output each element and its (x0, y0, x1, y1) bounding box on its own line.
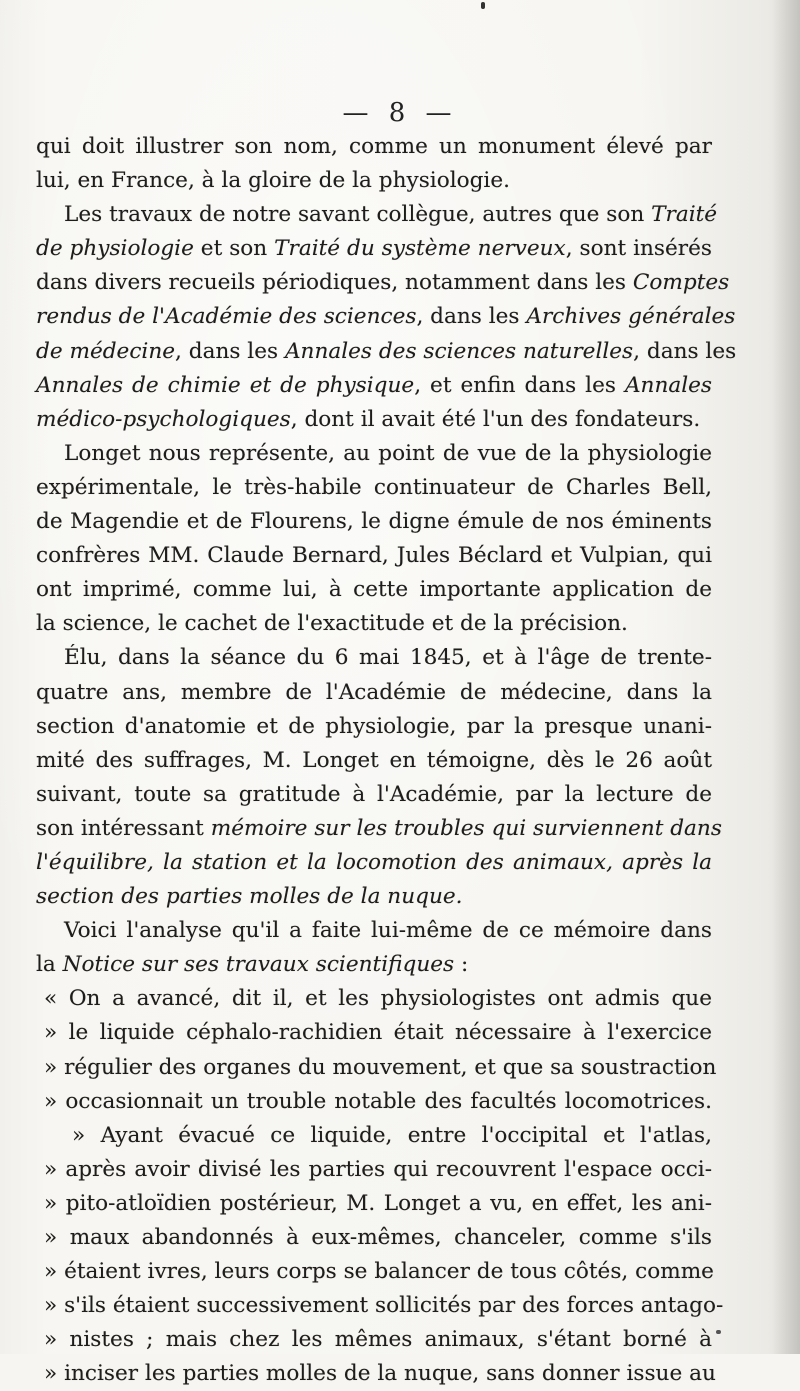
text-line: de physiologie et son Traité du système nerveux, sont insérés (36, 236, 712, 262)
page-edge-shadow (772, 0, 800, 1354)
ink-speck (716, 1330, 721, 1334)
text-line: qui doit illustrer son nom, comme un monument élevé par (36, 134, 712, 159)
text-line: ont imprimé, comme lui, à cette importante application de (36, 577, 712, 603)
quote-line: » nistes ; mais chez les mêmes animaux, s'étant borné à (44, 1327, 712, 1353)
text-line: dans divers recueils périodiques, notamment dans les Comptes (36, 270, 730, 296)
quote-line: « On a avancé, dit il, et les physiologistes ont admis que (44, 986, 712, 1012)
text-line: Élu, dans la séance du 6 mai 1845, et à l'âge de trente- (64, 645, 712, 671)
text-line: l'équilibre, la station et la locomotion des animaux, après la (36, 849, 712, 875)
text-line: rendus de l'Académie des sciences, dans les Archives générales (36, 304, 736, 330)
text-line: Longet nous représente, au point de vue de la physiologie (64, 440, 712, 466)
text-line: médico-psychologiques, dont il avait été l'un des fondateurs. (36, 406, 701, 432)
page-number: — 8 — (342, 98, 458, 128)
text-line: section des parties molles de la nuque. (36, 884, 463, 910)
text-line: la Notice sur ses travaux scientifiques : (36, 952, 469, 978)
text-line: son intéressant mémoire sur les troubles qui surviennent dans (36, 815, 722, 841)
text-line: suivant, toute sa gratitude à l'Académie, par la lecture de (36, 781, 712, 807)
quote-line: » s'ils étaient successivement sollicités par des forces antago- (44, 1293, 724, 1319)
quote-line: » inciser les parties molles de la nuque, sans donner issue au (44, 1361, 716, 1387)
text-line: lui, en France, à la gloire de la physiologie. (36, 168, 510, 194)
quote-line: » le liquide céphalo-rachidien était nécessaire à l'exercice (44, 1020, 712, 1046)
quote-line: » régulier des organes du mouvement, et que sa soustraction (44, 1054, 717, 1080)
text-line: Annales de chimie et de physique, et enfin dans les Annales (36, 372, 712, 398)
text-line: expérimentale, le très-habile continuateur de Charles Bell, (36, 474, 712, 500)
text-line: de médecine, dans les Annales des sciences naturelles, dans les (36, 338, 737, 364)
text-line: la science, le cachet de l'exactitude et de la précision. (36, 611, 628, 637)
quote-line: » maux abandonnés à eux-mêmes, chanceler, comme s'ils (44, 1225, 712, 1250)
text-line: mité des suffrages, M. Longet en témoigne, dès le 26 août (36, 747, 712, 773)
text-line: confrères MM. Claude Bernard, Jules Béclard et Vulpian, qui (36, 543, 712, 569)
quote-line: » après avoir divisé les parties qui recouvrent l'espace occi- (44, 1156, 712, 1182)
quote-line: » Ayant évacué ce liquide, entre l'occipital et l'atlas, (72, 1122, 712, 1148)
quote-line: » étaient ivres, leurs corps se balancer de tous côtés, comme (44, 1259, 714, 1285)
text-line: quatre ans, membre de l'Académie de médecine, dans la (36, 679, 712, 705)
text-line: Voici l'analyse qu'il a faite lui-même de ce mémoire dans (64, 918, 712, 944)
ink-speck (481, 2, 485, 9)
body-text (36, 130, 737, 1391)
text-line: de Magendie et de Flourens, le digne émule de nos éminents (36, 509, 712, 535)
text-line: Les travaux de notre savant collègue, autres que son Traité (64, 202, 718, 228)
quote-line: » pito-atloïdien postérieur, M. Longet a vu, en effet, les ani- (44, 1190, 712, 1216)
text-line: section d'anatomie et de physiologie, par la presque unani- (36, 713, 712, 739)
quote-line: » occasionnait un trouble notable des facultés locomotrices. (44, 1088, 712, 1114)
